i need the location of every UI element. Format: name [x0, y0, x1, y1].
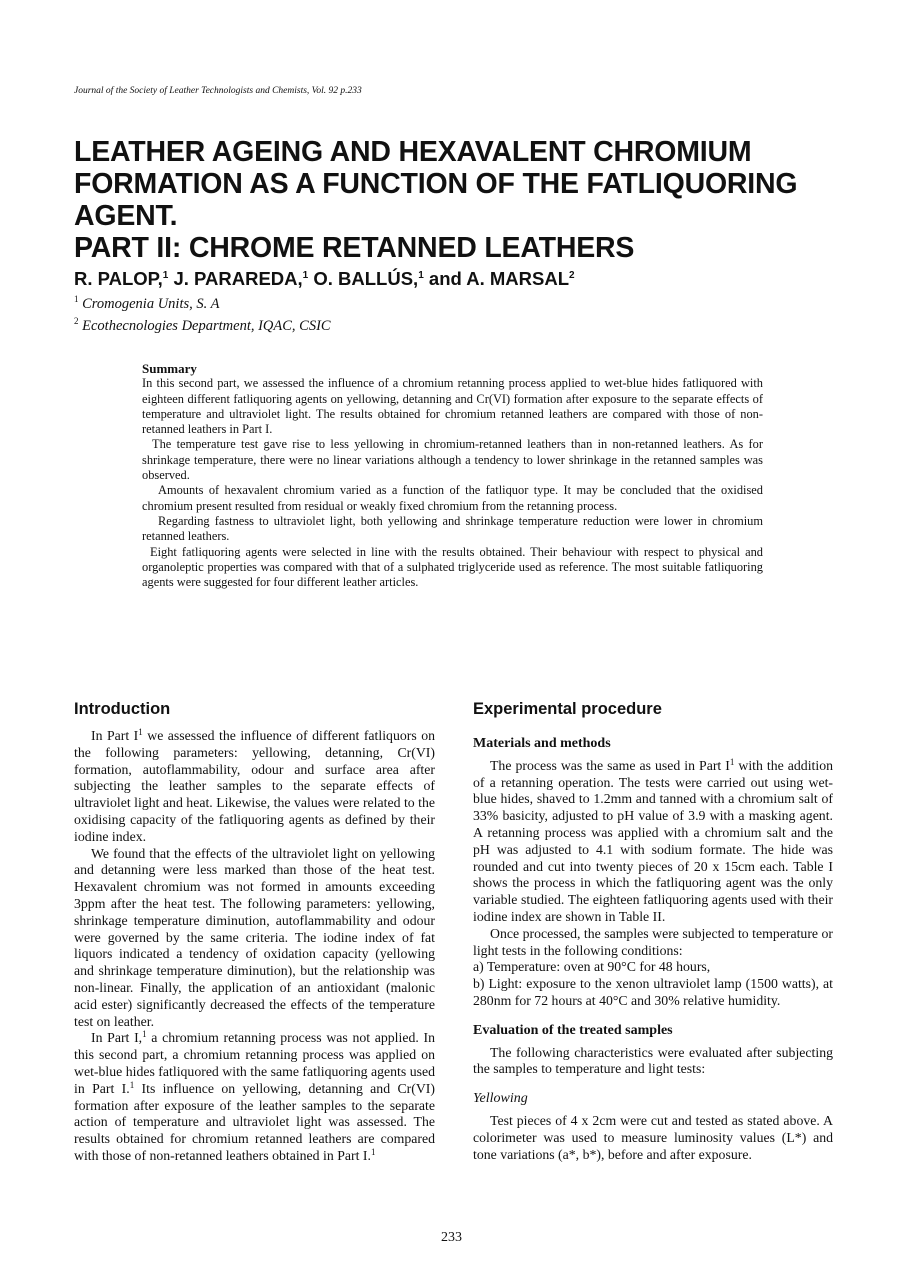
- title-line: FORMATION AS A FUNCTION OF THE FATLIQUORING: [74, 168, 798, 200]
- experimental-column: [473, 700, 833, 1163]
- text-run: Its influence on yellowing, detanning and Cr(VI) formation after exposure of the leather samples to the separate action of temperature and ultraviolet light was assessed. The results obtained for chromium retanned leathers are compared with those of non-retanned leathers obtained in Part I.: [74, 1080, 435, 1163]
- journal-header: Journal of the Society of Leather Technologists and Chemists, Vol. 92 p.233: [74, 86, 362, 96]
- summary-paragraph: Regarding fastness to ultraviolet light, both yellowing and shrinkage temperature reduction were lower in chromium retanned leathers.: [142, 513, 763, 544]
- introduction-heading: Introduction: [74, 700, 171, 718]
- body-paragraph: a) Temperature: oven at 90°C for 48 hours,: [473, 959, 711, 975]
- experimental-heading: Experimental procedure: [473, 700, 662, 718]
- affiliation-marker: 1: [162, 270, 169, 281]
- materials-heading: Materials and methods: [473, 736, 611, 751]
- body-paragraph: We found that the effects of the ultraviolet light on yellowing and detanning were less marked than those of the heat test. Hexavalent chromium was not formed in amounts exceeding 3ppm after the heat test. The following parameters: yellowing, shrinkage temperature diminution, autoflammability and odour were governed by the same criteria. The iodine index of fat liquors indicated a tendency of oxidation capacity (yellowing and shrinkage temperature diminution), but the relationship was non-linear. Finally, the application of an antioxidant (malonic acid ester) significantly decreased the effects of the temperature test on leather.: [74, 845, 435, 1029]
- text-run: with the addition of a retanning operation. The tests were carried out using wet-blue hides, shaved to 1.2mm and tanned with a chromium salt of 33% basicity, adjusted to pH value of 3.9 with a masking agent. A retanning process was applied with a chromium salt and the pH was adjusted to 4.1 with sodium formate. The hide was rounded and cut into twenty pieces of 20 x 15cm each. Table I shows the process in which the fatliquoring agent was the only variable studied. The eighteen fatliquoring agents used with their iodine index are shown in Table II.: [473, 757, 833, 924]
- summary-paragraph: The temperature test gave rise to less yellowing in chromium-retanned leathers than in non-retanned leathers. As for shrinkage temperature, there were no linear variations although a tendency to lower shrinkage in the retanned samples was observed.: [142, 437, 763, 483]
- affiliation-text: Cromogenia Units, S. A: [82, 296, 220, 312]
- affiliation: [74, 294, 219, 313]
- author-list: [74, 268, 575, 290]
- author-name: and A. MARSAL: [428, 268, 570, 289]
- affiliation-marker: 1: [302, 270, 309, 281]
- text-run: a chromium retanning process was not applied. In this second part, a chromium retanning process was applied on wet-blue hides fatliquored with the same fatliquoring agents used in Part I.: [74, 1030, 435, 1096]
- affiliation: [74, 316, 331, 335]
- body-paragraph: The following characteristics were evaluated after subjecting the samples to temperature and light tests:: [473, 1044, 833, 1077]
- citation-marker: 1: [138, 727, 143, 737]
- body-paragraph: Test pieces of 4 x 2cm were cut and tested as stated above. A colorimeter was used to measure luminosity values (L*) and tone variations (a*, b*), before and after exposure.: [473, 1112, 833, 1162]
- text-run: The process was the same as used in Part I: [490, 757, 730, 773]
- citation-marker: 1: [370, 1146, 376, 1157]
- summary-paragraph: Eight fatliquoring agents were selected in line with the results obtained. Their behaviour with respect to physical and organoleptic properties was compared with that of a sulphated triglyceride used as reference. The most suitable fatliquoring agents were suggested for four different leather articles.: [142, 544, 763, 590]
- affiliation-text: Ecothecnologies Department, IQAC, CSIC: [82, 318, 331, 334]
- author-name: R. PALOP,: [74, 268, 163, 289]
- citation-marker: 1: [129, 1079, 135, 1090]
- affiliation-number: 1: [74, 294, 79, 304]
- text-run: we assessed the influence of different fatliquors on the following parameters: yellowing, detanning, Cr(VI) formation, autoflammability, odour and surface area after subjecting the leather samples to the separate effects of ultraviolet light and heat. Likewise, the values were related to the oxidising capacity of the fatliquoring agents as defined by their iodine index.: [74, 728, 435, 844]
- article-title: [74, 136, 854, 264]
- yellowing-heading: Yellowing: [473, 1091, 528, 1107]
- summary-paragraph: In this second part, we assessed the influence of a chromium retanning process applied to wet-blue hides fatliquored with eighteen different fatliquoring agents on yellowing, detanning and Cr(VI) formation after exposure to the separate effects of temperature and ultraviolet light. The results obtained for chromium retanned leathers are compared with those of non-retanned leathers in Part I.: [142, 376, 763, 437]
- evaluation-heading: Evaluation of the treated samples: [473, 1022, 673, 1038]
- title-line: AGENT.: [74, 200, 178, 232]
- author-name: J. PARAREDA,: [173, 268, 303, 289]
- introduction-column: [74, 700, 435, 1165]
- citation-marker: 1: [142, 1029, 147, 1040]
- affiliation-marker: 2: [569, 270, 575, 281]
- title-line: PART II: CHROME RETANNED LEATHERS: [74, 232, 635, 264]
- summary-paragraph: Amounts of hexavalent chromium varied as a function of the fatliquor type. It may be concluded that the oxidised chromium present resulted from residual or weakly fixed chromium from the retanning process.: [142, 483, 763, 513]
- affiliation-marker: 1: [418, 270, 424, 281]
- body-paragraph: Once processed, the samples were subjected to temperature or light tests in the following conditions:: [473, 925, 833, 958]
- text-run: In Part I: [91, 728, 139, 743]
- citation-marker: 1: [729, 756, 735, 767]
- body-paragraph: [74, 1030, 435, 1164]
- author-name: O. BALLÚS,: [313, 268, 419, 289]
- summary-block: [142, 361, 763, 590]
- text-run: In Part I,: [91, 1030, 143, 1046]
- body-paragraph: b) Light: exposure to the xenon ultraviolet lamp (1500 watts), at 280nm for 72 hours at 40°C and 30% relative humidity.: [473, 976, 833, 1008]
- affiliation-number: 2: [74, 316, 79, 326]
- page-number: 233: [441, 1230, 462, 1245]
- body-paragraph: [74, 728, 435, 846]
- title-line: LEATHER AGEING AND HEXAVALENT CHROMIUM: [74, 136, 752, 168]
- body-paragraph: [473, 758, 833, 926]
- summary-heading: Summary: [142, 361, 197, 376]
